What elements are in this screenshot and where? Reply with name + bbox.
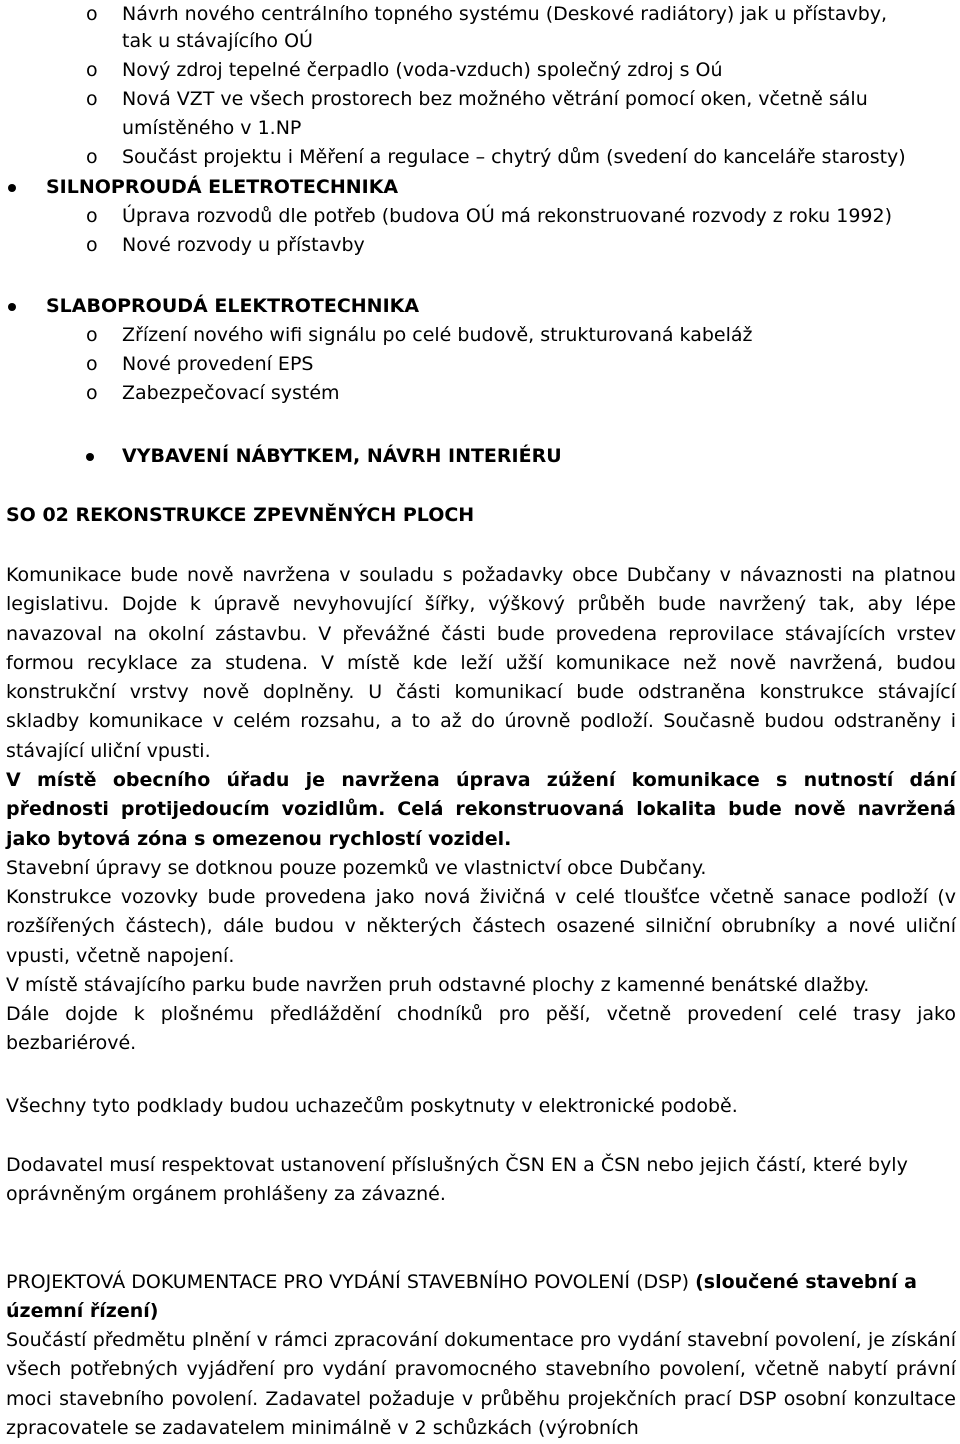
list-item-text: Úprava rozvodů dle potřeb (budova OÚ má rekonstruované rozvody z roku 1992) (122, 205, 893, 227)
list-item-text: Zřízení nového wifi signálu po celé budově, strukturovaná kabeláž (122, 324, 753, 346)
bullet-dot (8, 184, 16, 192)
list-marker: o (86, 324, 98, 346)
list-item-text: Zabezpečovací systém (122, 382, 340, 404)
paragraph-dodavatel: Dodavatel musí respektovat ustanovení příslušných ČSN EN a ČSN nebo jejich částí, které byly oprávněným orgánem prohlášeny za závazné. (6, 1154, 908, 1206)
paragraph-podklady: Všechny tyto podklady budou uchazečům poskytnuty v elektronické podobě. (6, 1095, 738, 1117)
paragraph-obecni-urad: V místě obecního úřadu je navržena úprava zúžení komunikace s nutností dání přednosti protijedoucím vozidlům. Celá rekonstruovaná lokalita bude nově navržená jako bytová zóna s omezenou rychlostí vozidel. (6, 769, 956, 850)
heading-dsp-normal: PROJEKTOVÁ DOKUMENTACE PRO VYDÁNÍ STAVEBNÍHO POVOLENÍ (DSP) (6, 1271, 696, 1293)
paragraph-stavebni-upravy: Stavební úpravy se dotknou pouze pozemků ve vlastnictví obce Dubčany. (6, 857, 707, 879)
list-item-text: Návrh nového centrálního topného systému (Deskové radiátory) jak u přístavby, (122, 3, 888, 25)
paragraph-dale: Dále dojde k plošnému předláždění chodníků pro pěší, včetně provedení celé trasy jako bezbariérové. (6, 1003, 956, 1055)
list-item-text: umístěného v 1.NP (122, 117, 302, 139)
heading-dsp-bold: (sloučené stavební a územní řízení) (6, 1271, 917, 1323)
section-heading-so02: SO 02 REKONSTRUKCE ZPEVNĚNÝCH PLOCH (6, 504, 475, 526)
list-marker: o (86, 3, 98, 25)
list-marker: o (86, 382, 98, 404)
section-heading-slaboproud: SLABOPROUDÁ ELEKTROTECHNIKA (46, 295, 420, 317)
list-marker: o (86, 88, 98, 110)
paragraph-konstrukce: Konstrukce vozovky bude provedena jako nová živičná v celé tloušťce včetně sanace podloží (v rozšířených částech), dále budou v některých částech osazené silniční obrubníky a nové uliční vpusti, včetně napojení. (6, 886, 956, 967)
list-marker: o (86, 353, 98, 375)
bullet-dot (86, 453, 94, 461)
list-item-text: Nové provedení EPS (122, 353, 314, 375)
section-heading-vybaveni: VYBAVENÍ NÁBYTKEM, NÁVRH INTERIÉRU (122, 445, 562, 467)
section-heading-silnoproud: SILNOPROUDÁ ELETROTECHNIKA (46, 176, 399, 198)
list-marker: o (86, 146, 98, 168)
list-item-text: Nové rozvody u přístavby (122, 234, 365, 256)
list-item-text: Součást projektu i Měření a regulace – chytrý dům (svedení do kanceláře starosty) (122, 146, 906, 168)
list-item-text: Nová VZT ve všech prostorech bez možného větrání pomocí oken, včetně sálu (122, 88, 868, 110)
bullet-dot (8, 303, 16, 311)
list-marker: o (86, 59, 98, 81)
paragraph-dsp: Součástí předmětu plnění v rámci zpracování dokumentace pro vydání stavební povolení, je získání všech potřebných vyjádření pro vydání pravomocného stavebního povolení, včetně nabytí právní moci stavebního povolení. Zadavatel požaduje v průběhu projekčních prací DSP osobní konzultace zpracovatele se zadavatelem minimálně v 2 schůzkách (výrobních (6, 1329, 956, 1439)
list-item-text: tak u stávajícího OÚ (122, 30, 313, 52)
paragraph-park: V místě stávajícího parku bude navržen pruh odstavné plochy z kamenné benátské dlažby. (6, 974, 870, 996)
list-marker: o (86, 205, 98, 227)
paragraph-komunikace: Komunikace bude nově navržena v souladu s požadavky obce Dubčany v návaznosti na platnou legislativu. Dojde k úpravě nevyhovující šířky, výškový průběh bude navržený tak, aby lépe navazoval na okolní zástavbu. V převážné části bude provedena reprovilace stávajících vrstev formou recyklace za studena. V místě kde leží užší komunikace než nově navržená, budou konstrukční vrstvy nově doplněny. U části komunikací bude odstraněna konstrukce stávající skladby komunikace v celém rozsahu, a to až do úrovně podloží. Současně budou odstraněny i stávající uliční vpusti. (6, 564, 956, 762)
list-item-text: Nový zdroj tepelné čerpadlo (voda-vzduch) společný zdroj s Oú (122, 59, 723, 81)
list-marker: o (86, 234, 98, 256)
heading-dsp (6, 1268, 956, 1327)
